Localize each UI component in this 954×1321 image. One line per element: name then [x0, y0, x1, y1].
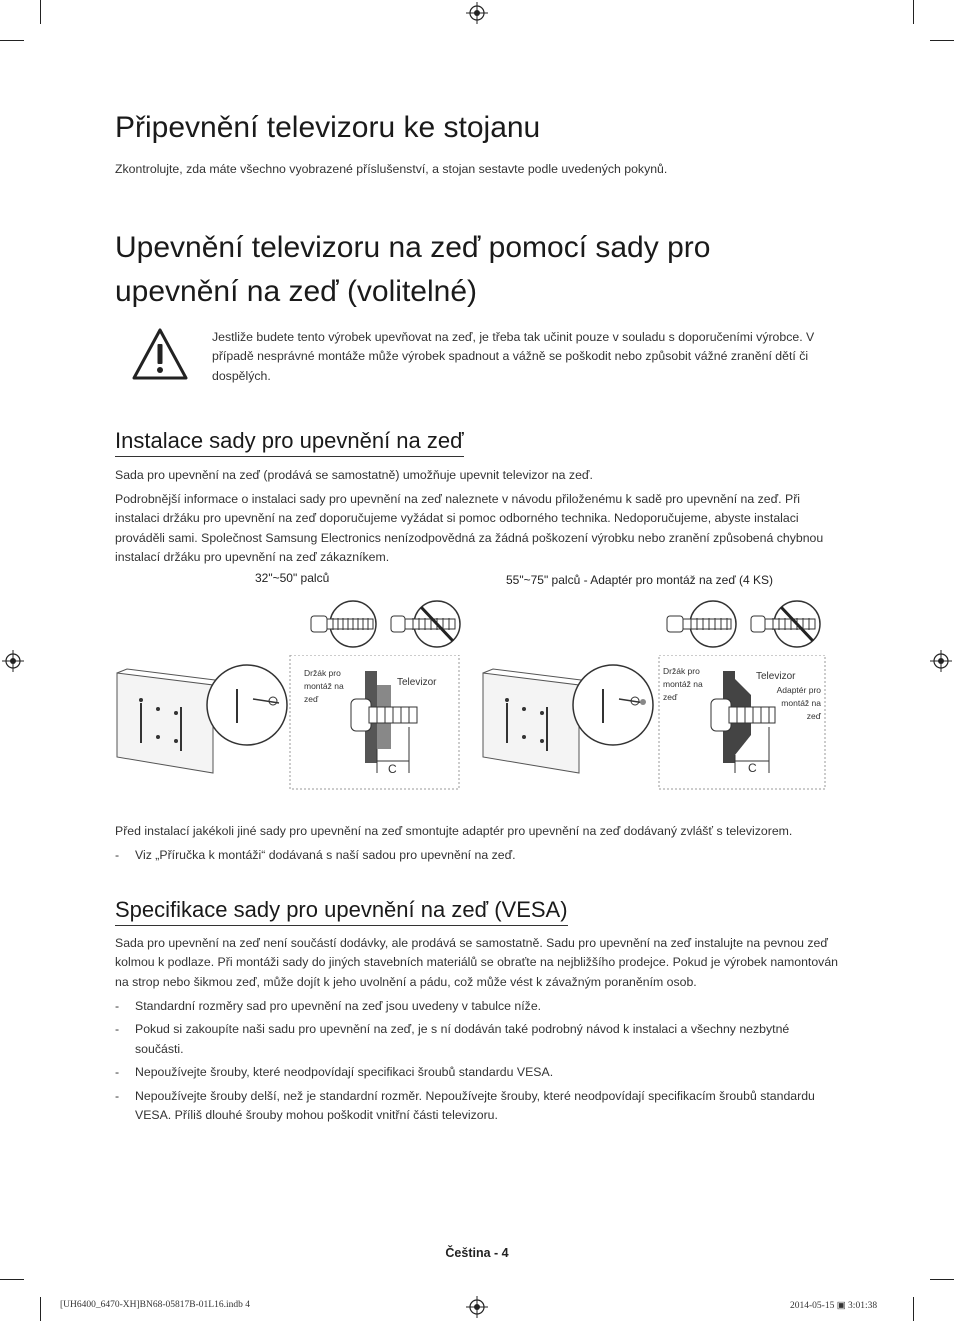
section-heading-install — [115, 428, 464, 457]
adapter-note: Před instalací jakékoli jiné sady pro upevnění na zeď smontujte adaptér pro upevnění na zeď dodávaný zvlášť s televizorem. — [115, 824, 793, 838]
list-item-text: Nepoužívejte šrouby, které neodpovídají specifikaci šroubů standardu VESA. — [135, 1065, 554, 1080]
section-heading-vesa-text: Specifikace sady pro upevnění na zeď (VESA) — [115, 897, 568, 926]
vesa-paragraph: Sada pro upevnění na zeď není součástí dodávky, ale prodává se samostatně. Sadu pro upevnění na zeď instalujte na pevnou zeď kolmou k podlaze. Při montáži sady do jiných stavebních materiálů se obraťte na nejbližšího prodejce. Pokud je výrobek namontován na strop nebo šikmou zeď, může dojít k jeho uvolnění a pádu, což může vést k závažným poraněním osob. — [115, 936, 839, 989]
list-item-text: Standardní rozměry sad pro upevnění na zeď jsou uvedeny v tabulce níže. — [135, 999, 542, 1013]
left-tv-label: Televizor — [397, 677, 437, 688]
crop-mark — [0, 40, 24, 41]
right-bracket-label: Držák pro montáž na zeď — [663, 666, 703, 702]
footer-file-info: [UH6400_6470-XH]BN68-05817B-01L16.indb 4 — [60, 1300, 250, 1310]
list-item — [115, 1087, 835, 1126]
list-item — [115, 1020, 835, 1059]
registration-mark-icon — [930, 650, 952, 672]
left-c-label: C — [388, 762, 397, 776]
screw-ok-icon — [305, 598, 465, 650]
screw-ok-icon-large — [663, 598, 825, 650]
page-title: Připevnění televizoru ke stojanu — [115, 111, 541, 144]
wall-mount-title — [115, 226, 875, 314]
warning-icon — [131, 326, 189, 382]
wall-mount-title-line2: upevnění na zeď (volitelné) — [115, 275, 477, 308]
list-item-text: Viz „Příručka k montáži“ dodávaná s naší sadou pro upevnění na zeď. — [135, 848, 516, 862]
install-paragraph-2: Podrobnější informace o instalaci sady pro upevnění na zeď naleznete v návodu přiloženému k sadě pro upevnění na zeď. Při instalaci držáku pro upevnění na zeď doporučujeme vyžádat si pomoc odborného technika. Nedoporučujeme, abyste instalaci prováděli sami. Společnost Samsung Electronics nenízodpovědná za žádná poškození výrobku nebo zranění způsobená chybnou instalací držáku pro upevnění na zeď zákazníkem. — [115, 492, 824, 565]
wall-mount-title-line1: Upevnění televizoru na zeď pomocí sady pro — [115, 231, 711, 264]
list-item — [115, 846, 855, 865]
crop-mark — [930, 40, 954, 41]
bullet-dash: - — [115, 999, 120, 1013]
left-bracket-label: Držák pro montáž na zeď — [304, 668, 344, 704]
figure-right-caption: 55"~75" palců - Adaptér pro montáž na zeď (4 KS) — [506, 573, 774, 587]
crop-mark — [40, 1297, 41, 1321]
crop-mark — [0, 1279, 24, 1280]
section-heading-install-text: Instalace sady pro upevnění na zeď — [115, 428, 464, 457]
bullet-dash: - — [115, 848, 120, 862]
registration-mark-icon — [466, 1296, 488, 1318]
right-adapter-label: Adaptér pro montáž na zeď — [776, 685, 821, 721]
install-paragraph-1: Sada pro upevnění na zeď (prodává se samostatně) umožňuje upevnit televizor na zeď. — [115, 468, 593, 482]
registration-mark-icon — [466, 2, 488, 24]
intro-text: Zkontrolujte, zda máte všechno vyobrazené příslušenství, a stojan sestavte podle uvedených pokynů. — [115, 162, 668, 176]
crop-mark — [930, 1279, 954, 1280]
page-number: Čeština - 4 — [445, 1246, 509, 1260]
figure-left-caption: 32"~50" palců — [255, 571, 330, 585]
crop-mark — [40, 0, 41, 24]
list-item-text: Pokud si zakoupíte naši sadu pro upevnění na zeď, je s ní dodáván také podrobný návod k instalaci a všechny nezbytné součásti. — [135, 1022, 790, 1056]
registration-mark-icon — [2, 650, 24, 672]
warning-text: Jestliže budete tento výrobek upevňovat na zeď, je třeba tak učinit pouze v souladu s doporučeními výrobce. V případě nesprávné montáže může výrobek spadnout a vážně se poškodit nebo způsobit vážné zranění dětí či dospělých. — [212, 330, 815, 383]
section-heading-vesa — [115, 897, 568, 926]
tv-wall-mount-diagram-small — [113, 655, 463, 791]
list-item — [115, 1063, 835, 1082]
crop-mark — [913, 1297, 914, 1321]
footer-timestamp: 2014-05-15 ▣ 3:01:38 — [790, 1301, 878, 1311]
crop-mark — [913, 0, 914, 24]
bullet-dash: - — [115, 1088, 120, 1103]
bullet-dash: - — [115, 1022, 120, 1037]
list-item — [115, 997, 835, 1016]
vesa-bullet-list — [115, 997, 835, 1125]
right-tv-label: Televizor — [756, 671, 796, 682]
bullet-dash: - — [115, 1065, 120, 1080]
list-item-text: Nepoužívejte šrouby delší, než je standardní rozměr. Nepoužívejte šrouby, které neodpovídají specifikacím šroubů standardu VESA. Příliš dlouhé šrouby mohou poškodit vnitřní části televizoru. — [135, 1088, 815, 1123]
right-c-label: C — [748, 761, 757, 775]
